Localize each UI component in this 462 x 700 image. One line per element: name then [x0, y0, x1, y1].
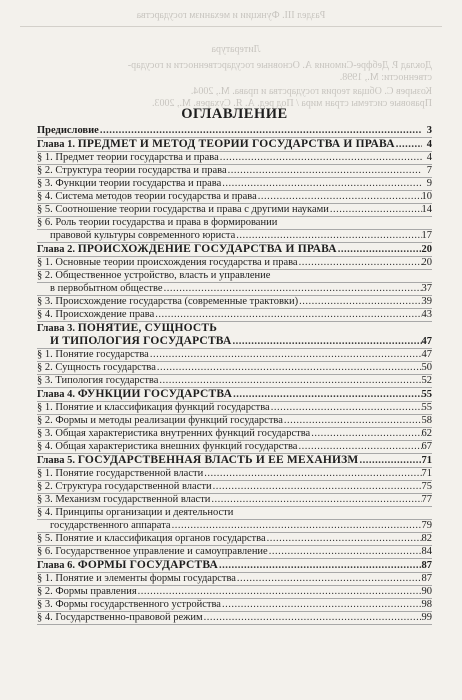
toc-section[interactable] [37, 165, 432, 178]
toc-preface[interactable] [37, 125, 432, 138]
leader-dots [257, 191, 422, 203]
chapter-name: ПРОИСХОЖДЕНИЕ ГОСУДАРСТВА И ПРАВА [77, 243, 337, 255]
page-number: 87 [421, 560, 432, 571]
bleed-line: Козырев С. Общая теория государства и права. М., 2004. [190, 86, 432, 97]
section-line: § 6. Роль теории государства и права в формировании [37, 217, 432, 230]
toc-chapter[interactable] [37, 243, 432, 257]
page-number: 84 [421, 546, 432, 557]
page-number: 39 [421, 296, 432, 307]
toc-section[interactable] [37, 402, 432, 415]
page-number: 55 [421, 389, 432, 400]
page-number: 17 [421, 230, 432, 241]
page-number: 90 [421, 586, 432, 597]
toc-section[interactable] [37, 612, 432, 625]
chapter-number: Глава 4. [37, 389, 76, 400]
leader-dots [236, 573, 422, 585]
toc-section[interactable] [37, 178, 432, 191]
page-number: 98 [421, 599, 432, 610]
toc-section[interactable] [37, 362, 432, 375]
preface-label: Предисловие [37, 125, 99, 136]
toc-section[interactable] [37, 507, 432, 520]
toc-section[interactable] [37, 375, 432, 388]
section-title: § 2. Формы и методы реализации функций государства [37, 415, 283, 426]
section-line: § 4. Принципы организации и деятельности [37, 507, 432, 520]
leader-dots [231, 336, 421, 348]
leader-dots [283, 415, 422, 427]
section-title: § 1. Понятие и классификация функций государства [37, 402, 270, 413]
chapter-name: ГОСУДАРСТВЕННАЯ ВЛАСТЬ И ЕЕ МЕХАНИЗМ [77, 454, 359, 466]
toc-section[interactable] [37, 257, 432, 270]
leader-dots [137, 586, 422, 598]
section-title: § 1. Понятие государства [37, 349, 149, 360]
toc-section[interactable] [37, 217, 432, 230]
leader-dots [149, 349, 422, 361]
page-number: 75 [421, 481, 432, 492]
toc-section[interactable] [37, 415, 432, 428]
page-title: ОГЛАВЛЕНИЕ [181, 106, 288, 122]
table-of-contents [37, 105, 432, 625]
toc-section[interactable] [37, 296, 432, 309]
page-number: 4 [426, 152, 432, 163]
leader-dots [99, 125, 422, 137]
toc-chapter[interactable] [37, 335, 432, 349]
page-number: 9 [426, 178, 432, 189]
chapter-title-line [37, 322, 432, 335]
toc-chapter[interactable] [37, 559, 432, 573]
section-title: § 4. Происхождение права [37, 309, 155, 320]
page-number: 52 [421, 375, 432, 386]
leader-dots [212, 481, 422, 493]
bleed-line: Литература [211, 44, 261, 55]
bleed-line: Правовые системы стран мира / Под ред. А. Я. Сухарев. М., 2003. [152, 98, 432, 109]
page-number: 87 [421, 573, 432, 584]
toc-section[interactable] [37, 533, 432, 546]
section-title: § 1. Основные теории происхождения государства и права [37, 257, 298, 268]
section-title: § 1. Понятие и элементы формы государства [37, 573, 236, 584]
bleed-line: ственности: М., 1998. [339, 72, 432, 83]
chapter-name: ПРЕДМЕТ И МЕТОД ТЕОРИИ ГОСУДАРСТВА И ПРАВА [77, 138, 395, 150]
leader-dots [337, 244, 422, 256]
section-title: § 1. Предмет теории государства и права [37, 152, 219, 163]
page-number: 55 [421, 402, 432, 413]
page-number: 7 [426, 165, 432, 176]
chapter-name: ФОРМЫ ГОСУДАРСТВА [77, 559, 219, 571]
section-title: § 4. Государственно-правовой режим [37, 612, 203, 623]
section-title: § 3. Происхождение государства (современные трактовки) [37, 296, 299, 307]
leader-dots [221, 178, 422, 190]
leader-dots [298, 296, 421, 308]
page-number: 82 [421, 533, 432, 544]
chapter-number: Глава 1. [37, 139, 76, 150]
toc-section[interactable] [37, 270, 432, 283]
leader-dots [329, 204, 422, 216]
leader-dots [203, 612, 422, 624]
toc-chapter[interactable] [37, 454, 432, 468]
leader-dots [219, 152, 422, 164]
show-through-text [0, 0, 462, 110]
leader-dots [297, 441, 421, 453]
leader-dots [310, 428, 421, 440]
chapter-name: ФУНКЦИИ ГОСУДАРСТВА [77, 388, 233, 400]
toc-section[interactable] [37, 546, 432, 559]
page-number: 71 [421, 455, 432, 466]
section-title: § 5. Понятие и классификация органов государства [37, 533, 266, 544]
page-number: 79 [421, 520, 432, 531]
leader-dots [221, 599, 422, 611]
section-line: § 2. Общественное устройство, власть и управление [37, 270, 432, 283]
toc-chapter[interactable] [37, 388, 432, 402]
page-number: 62 [421, 428, 432, 439]
running-head: Раздел III. Функции и механизм государства [20, 10, 442, 27]
chapter-list [37, 138, 432, 625]
page-number: 50 [421, 362, 432, 373]
section-title: § 4. Общая характеристика внешних функций государства [37, 441, 298, 452]
section-title: § 4. Система методов теории государства и права [37, 191, 257, 202]
toc-section-cont[interactable] [37, 520, 432, 533]
page-number: 37 [421, 283, 432, 294]
bleed-line: Доклад Р. Дебфре-Симония А. Основные государственности и государ- [127, 60, 432, 71]
leader-dots [171, 520, 422, 532]
page-number: 14 [421, 204, 432, 215]
toc-section[interactable] [37, 573, 432, 586]
chapter-name: И ТИПОЛОГИЯ ГОСУДАРСТВА [50, 335, 232, 347]
toc-section-cont[interactable] [37, 230, 432, 243]
leader-dots [203, 468, 421, 480]
leader-dots [235, 230, 421, 242]
leader-dots [232, 389, 421, 401]
toc-section[interactable] [37, 152, 432, 165]
page-number: 10 [421, 191, 432, 202]
chapter-number: Глава 5. [37, 455, 76, 466]
leader-dots [218, 560, 421, 572]
section-title: § 3. Общая характеристика внутренних функций государства [37, 428, 311, 439]
page-number: 4 [426, 139, 432, 150]
leader-dots [270, 402, 422, 414]
leader-dots [156, 362, 422, 374]
leader-dots [395, 139, 422, 151]
toc-section[interactable] [37, 428, 432, 441]
section-line: государственного аппарата [50, 520, 171, 531]
page-number: 43 [421, 309, 432, 320]
leader-dots [163, 283, 422, 295]
toc-section[interactable] [37, 441, 432, 454]
section-title: § 2. Формы правления [37, 586, 137, 597]
page-number: 3 [426, 125, 432, 136]
chapter-number: Глава 3. [37, 323, 76, 334]
leader-dots [298, 257, 422, 269]
toc-section-cont[interactable] [37, 283, 432, 296]
page-number: 47 [421, 349, 432, 360]
toc-chapter-heading[interactable] [37, 322, 432, 335]
leader-dots [154, 309, 421, 321]
section-title: § 3. Механизм государственной власти [37, 494, 211, 505]
leader-dots [266, 533, 422, 545]
page-number: 20 [421, 244, 432, 255]
section-title: § 3. Типология государства [37, 375, 159, 386]
section-title: § 5. Соотношение теории государства и права с другими науками [37, 204, 329, 215]
section-title: § 3. Формы государственного устройства [37, 599, 221, 610]
section-title: § 2. Структура государственной власти [37, 481, 212, 492]
section-title: § 2. Структура теории государства и права [37, 165, 227, 176]
leader-dots [210, 494, 421, 506]
page-number: 71 [421, 468, 432, 479]
toc-section[interactable] [37, 494, 432, 507]
leader-dots [158, 375, 421, 387]
toc-section[interactable] [37, 204, 432, 217]
page-number: 77 [421, 494, 432, 505]
section-line: правовой культуры современного юриста [50, 230, 236, 241]
chapter-number: Глава 2. [37, 244, 76, 255]
leader-dots [227, 165, 422, 177]
toc-section[interactable] [37, 309, 432, 322]
page-number: 99 [421, 612, 432, 623]
section-title: § 1. Понятие государственной власти [37, 468, 204, 479]
page-number: 58 [421, 415, 432, 426]
page-number: 67 [421, 441, 432, 452]
chapter-name: ПОНЯТИЕ, СУЩНОСТЬ [77, 322, 218, 334]
section-title: § 2. Сущность государства [37, 362, 156, 373]
leader-dots [268, 546, 422, 558]
toc-section[interactable] [37, 481, 432, 494]
toc-section[interactable] [37, 599, 432, 612]
toc-section[interactable] [37, 191, 432, 204]
toc-section[interactable] [37, 468, 432, 481]
page-number: 20 [421, 257, 432, 268]
toc-chapter[interactable] [37, 138, 432, 152]
leader-dots [358, 455, 421, 467]
toc-section[interactable] [37, 586, 432, 599]
toc-section[interactable] [37, 349, 432, 362]
section-title: § 3. Функции теории государства и права [37, 178, 222, 189]
page-number: 47 [421, 336, 432, 347]
section-title: § 6. Государственное управление и самоуправление [37, 546, 268, 557]
section-line: в первобытном обществе [50, 283, 163, 294]
chapter-number: Глава 6. [37, 560, 76, 571]
